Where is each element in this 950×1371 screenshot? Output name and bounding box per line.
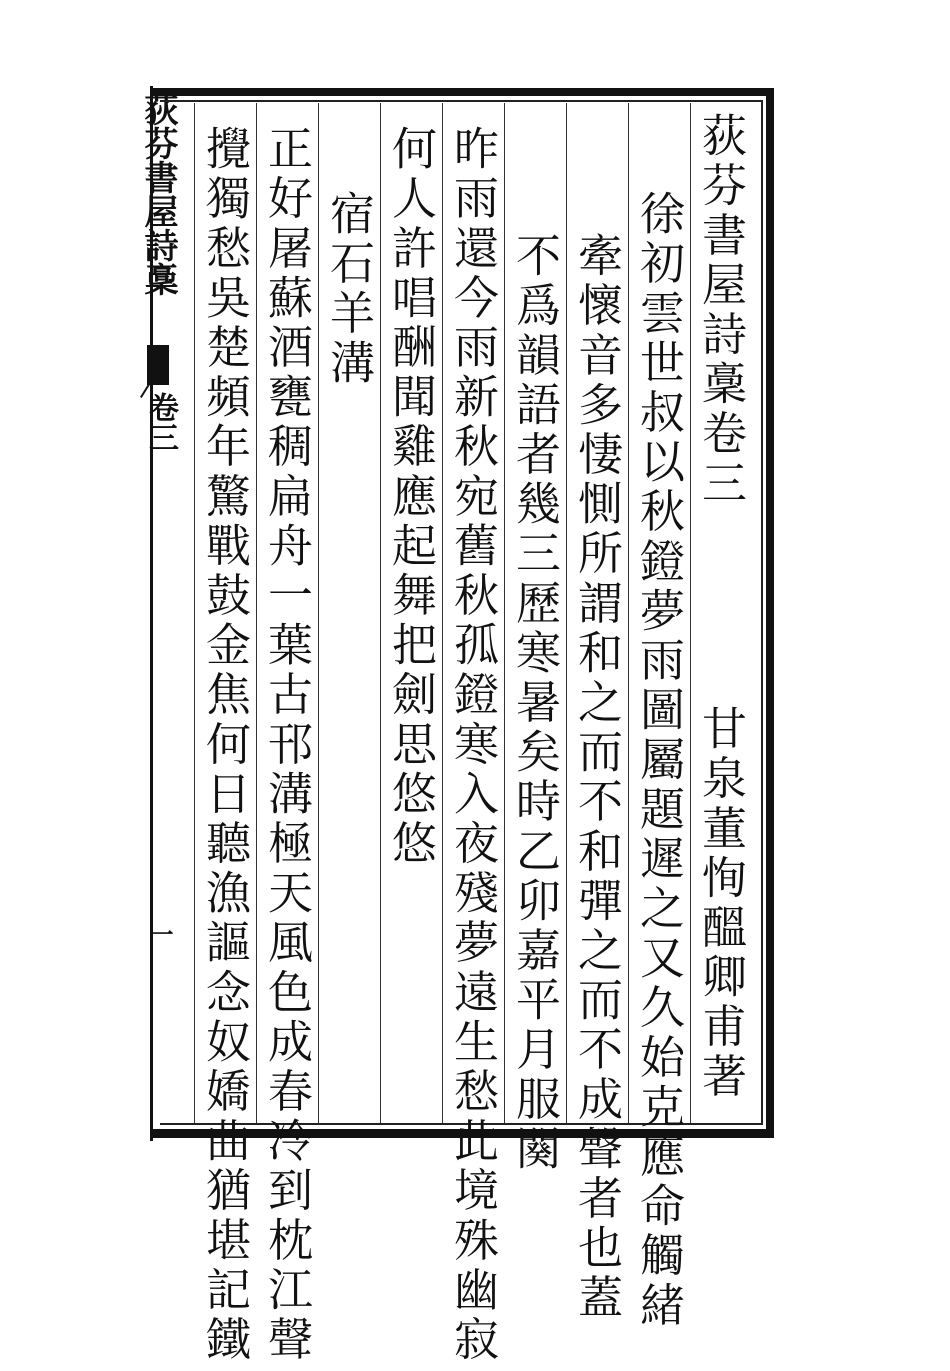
poem-line-4: 攪獨愁吳楚頻年驚戰鼓金焦何日聽漁謳念奴嬌曲猶堪記鐵 xyxy=(198,125,251,1365)
column-rule xyxy=(380,103,381,1123)
fold-title: 荻芬書屋詩稾 xyxy=(138,92,178,296)
fold-volume: 卷三 xyxy=(143,392,178,452)
poem-title-4: 宿石羊溝 xyxy=(322,190,375,389)
poem-line-2: 何人許唱酬聞雞應起舞把劍思悠悠 xyxy=(384,125,437,869)
fold-leaf-number: 一 xyxy=(145,922,174,946)
column-rule xyxy=(690,103,691,1123)
volume-title: 荻芬書屋詩稾卷三 xyxy=(694,112,747,509)
column-rule xyxy=(628,103,629,1123)
column-rule xyxy=(194,103,195,1123)
poem-line-3: 正好屠蘇酒甕稠扁舟一葉古邗溝極天風色成春冷到枕江聲 xyxy=(260,125,313,1365)
column-rule xyxy=(566,103,567,1123)
column-rule xyxy=(318,103,319,1123)
poem-title-1: 徐初雲世叔以秋鐙夢雨圖屬題遲之又久始克應命觸緒 xyxy=(632,190,685,1331)
column-rule xyxy=(256,103,257,1123)
poem-title-3: 不爲韻語者幾三歷寒暑矣時乙卯嘉平月服闋 xyxy=(508,232,561,1175)
poem-title-2: 牽懷音多悽惻所謂和之而不和彈之而不成聲者也蓋 xyxy=(570,232,623,1324)
poem-line-1: 昨雨還今雨新秋宛舊秋孤鐙寒入夜殘夢遠生愁此境殊幽寂 xyxy=(446,125,499,1365)
column-rule xyxy=(504,103,505,1123)
author-line: 甘泉董恂醞卿甫著 xyxy=(694,705,747,1102)
column-rule xyxy=(442,103,443,1123)
